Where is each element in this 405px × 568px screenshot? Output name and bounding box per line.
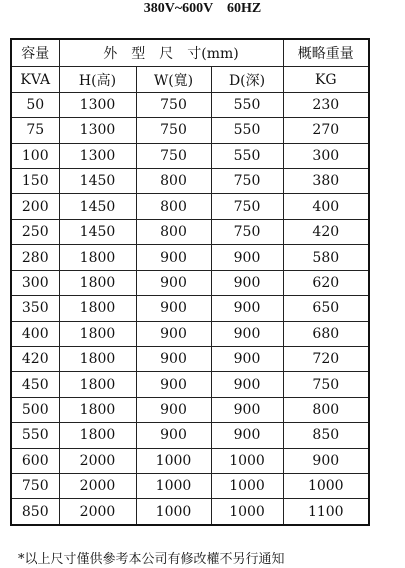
- table-row: [11, 143, 369, 168]
- cell-weight: 650: [283, 296, 369, 321]
- cell-kva: 600: [11, 448, 59, 473]
- table-row: [11, 296, 369, 321]
- cell-height: 1800: [59, 296, 136, 321]
- table-row: [11, 372, 369, 397]
- cell-width: 900: [136, 245, 211, 270]
- cell-kva: 150: [11, 169, 59, 194]
- cell-kva: 400: [11, 321, 59, 346]
- cell-weight: 1100: [283, 499, 369, 525]
- cell-kva: 420: [11, 346, 59, 371]
- cell-depth: 900: [211, 346, 283, 371]
- cell-depth: 550: [211, 143, 283, 168]
- cell-depth: 900: [211, 321, 283, 346]
- cell-depth: 750: [211, 194, 283, 219]
- cell-depth: 750: [211, 169, 283, 194]
- cell-height: 2000: [59, 473, 136, 498]
- cell-width: 900: [136, 270, 211, 295]
- cell-kva: 250: [11, 219, 59, 244]
- cell-kva: 280: [11, 245, 59, 270]
- cell-height: 1800: [59, 245, 136, 270]
- cell-weight: 720: [283, 346, 369, 371]
- cell-kva: 850: [11, 499, 59, 525]
- cell-height: 1800: [59, 346, 136, 371]
- cell-height: 1800: [59, 397, 136, 422]
- cell-height: 1450: [59, 169, 136, 194]
- table-row: [11, 194, 369, 219]
- cell-kva: 750: [11, 473, 59, 498]
- cell-height: 1450: [59, 219, 136, 244]
- cell-width: 900: [136, 296, 211, 321]
- cell-weight: 230: [283, 92, 369, 117]
- cell-depth: 900: [211, 423, 283, 448]
- table-row: [11, 499, 369, 525]
- cell-weight: 380: [283, 169, 369, 194]
- cell-depth: 900: [211, 296, 283, 321]
- header-depth: D(深): [211, 67, 283, 92]
- cell-kva: 300: [11, 270, 59, 295]
- table-row: [11, 219, 369, 244]
- cell-kva: 200: [11, 194, 59, 219]
- cell-width: 1000: [136, 499, 211, 525]
- cell-kva: 450: [11, 372, 59, 397]
- cell-depth: 750: [211, 219, 283, 244]
- cell-depth: 900: [211, 397, 283, 422]
- cell-weight: 270: [283, 118, 369, 143]
- cell-height: 1300: [59, 118, 136, 143]
- cell-weight: 420: [283, 219, 369, 244]
- cell-width: 900: [136, 423, 211, 448]
- cell-kva: 75: [11, 118, 59, 143]
- cell-depth: 550: [211, 92, 283, 117]
- cell-weight: 400: [283, 194, 369, 219]
- cell-height: 1300: [59, 92, 136, 117]
- header-row-1: [11, 39, 369, 67]
- cell-width: 750: [136, 92, 211, 117]
- cell-height: 1800: [59, 321, 136, 346]
- cell-depth: 1000: [211, 448, 283, 473]
- cell-width: 750: [136, 143, 211, 168]
- header-kva: KVA: [11, 67, 59, 92]
- table-row: [11, 245, 369, 270]
- header-height: H(高): [59, 67, 136, 92]
- header-row-2: [11, 67, 369, 92]
- cell-width: 1000: [136, 448, 211, 473]
- table-row: [11, 169, 369, 194]
- cell-width: 900: [136, 397, 211, 422]
- cell-kva: 500: [11, 397, 59, 422]
- cell-depth: 900: [211, 270, 283, 295]
- table-row: [11, 473, 369, 498]
- table-row: [11, 321, 369, 346]
- cell-width: 900: [136, 346, 211, 371]
- cell-depth: 1000: [211, 473, 283, 498]
- cell-kva: 100: [11, 143, 59, 168]
- cell-width: 1000: [136, 473, 211, 498]
- cell-depth: 550: [211, 118, 283, 143]
- header-dimensions: 外 型 尺 寸(mm): [59, 39, 283, 67]
- table-row: [11, 118, 369, 143]
- footnote: *以上尺寸僅供參考本公司有修改權不另行通知: [18, 552, 285, 567]
- cell-weight: 800: [283, 397, 369, 422]
- cell-width: 800: [136, 194, 211, 219]
- table-row: [11, 423, 369, 448]
- cell-height: 1300: [59, 143, 136, 168]
- cell-depth: 900: [211, 245, 283, 270]
- cell-width: 750: [136, 118, 211, 143]
- cell-weight: 900: [283, 448, 369, 473]
- cell-weight: 300: [283, 143, 369, 168]
- cell-height: 1800: [59, 270, 136, 295]
- cell-weight: 580: [283, 245, 369, 270]
- cell-weight: 750: [283, 372, 369, 397]
- cell-width: 800: [136, 169, 211, 194]
- cell-height: 1800: [59, 372, 136, 397]
- cell-kva: 550: [11, 423, 59, 448]
- spec-table: [10, 38, 370, 526]
- cell-height: 2000: [59, 448, 136, 473]
- table-row: [11, 270, 369, 295]
- cell-depth: 1000: [211, 499, 283, 525]
- cell-height: 1450: [59, 194, 136, 219]
- cell-weight: 680: [283, 321, 369, 346]
- table-row: [11, 346, 369, 371]
- cell-width: 800: [136, 219, 211, 244]
- cell-weight: 850: [283, 423, 369, 448]
- header-capacity: 容量: [11, 39, 59, 67]
- cell-height: 2000: [59, 499, 136, 525]
- header-kg: KG: [283, 67, 369, 92]
- cell-width: 900: [136, 321, 211, 346]
- page-title: 380V~600V 60HZ: [143, 1, 262, 16]
- cell-height: 1800: [59, 423, 136, 448]
- table-row: [11, 448, 369, 473]
- cell-depth: 900: [211, 372, 283, 397]
- table-row: [11, 397, 369, 422]
- header-weight: 概略重量: [283, 39, 369, 67]
- cell-weight: 620: [283, 270, 369, 295]
- cell-kva: 350: [11, 296, 59, 321]
- table-row: [11, 92, 369, 117]
- header-width: W(寬): [136, 67, 211, 92]
- cell-width: 900: [136, 372, 211, 397]
- cell-weight: 1000: [283, 473, 369, 498]
- cell-kva: 50: [11, 92, 59, 117]
- spec-table-container: [10, 38, 368, 526]
